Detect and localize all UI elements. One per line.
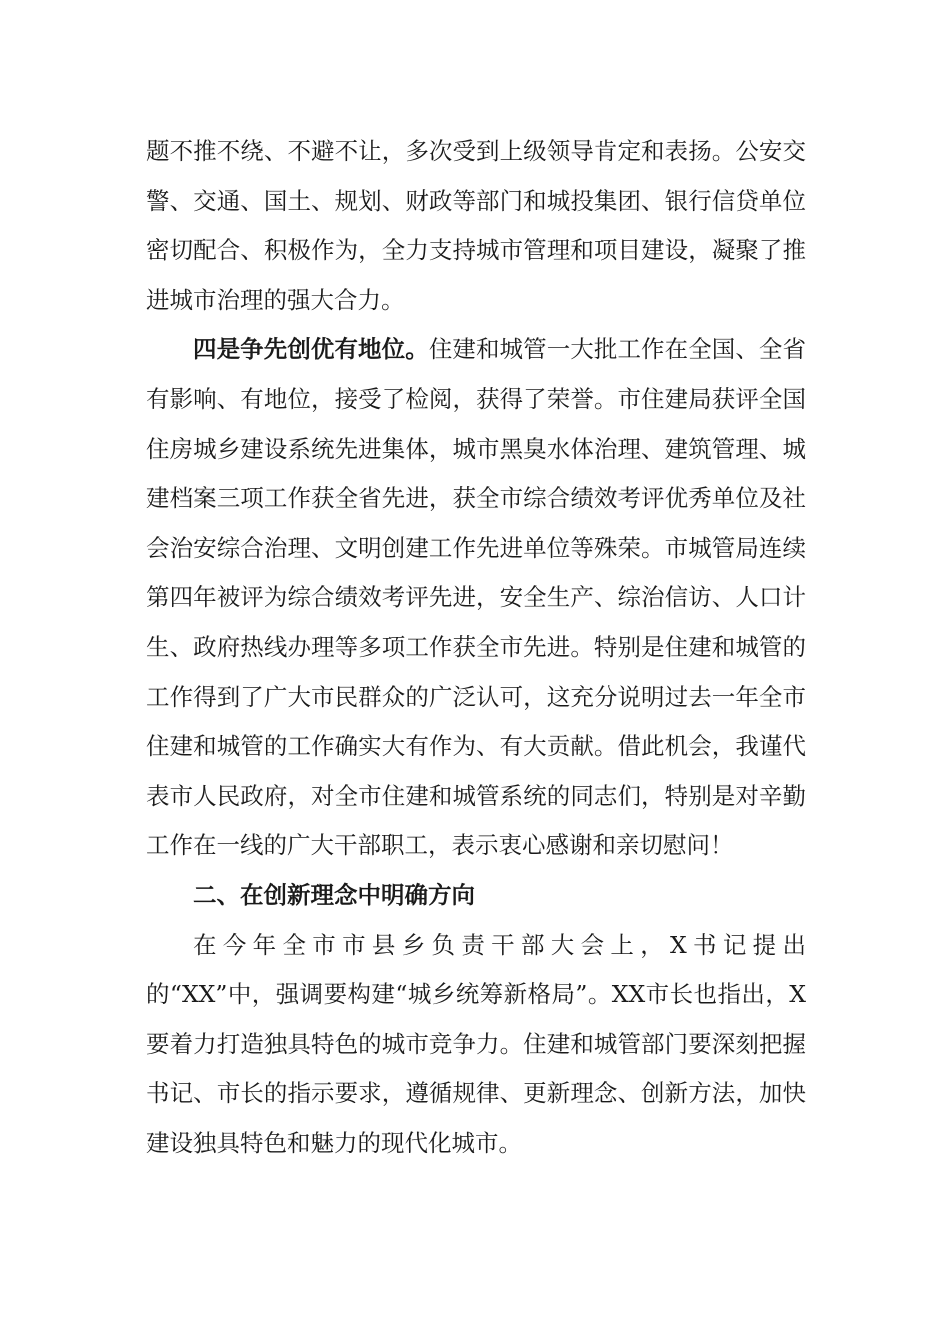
paragraph-section-intro: 在今年全市市县乡负责干部大会上，X书记提出的“XX”中，强调要构建“城乡统筹新格局”。XX市长也指出，X要着力打造独具特色的城市竞争力。住建和城管部门要深刻把握书记、市长的指示要求，遵循规律、更新理念、创新方法，加快建设独具特色和魅力的现代化城市。 — [146, 930, 806, 1157]
document-page — [146, 127, 806, 1168]
paragraph-lead-heading: 四是争先创优有地位。 — [193, 335, 429, 364]
paragraph-continuation: 题不推不绕、不避不让，多次受到上级领导肯定和表扬。公安交警、交通、国土、规划、财政等部门和城投集团、银行信贷单位密切配合、积极作为，全力支持城市管理和项目建设，凝聚了推进城市治理的强大合力。 — [146, 137, 806, 314]
paragraph-body: 住建和城管一大批工作在全国、全省有影响、有地位，接受了检阅，获得了荣誉。市住建局获评全国住房城乡建设系统先进集体，城市黑臭水体治理、建筑管理、城建档案三项工作获全省先进，获全市综合绩效考评优秀单位及社会治安综合治理、文明创建工作先进单位等殊荣。市城管局连续第四年被评为综合绩效考评先进，安全生产、综治信访、人口计生、政府热线办理等多项工作获全市先进。特别是住建和城管的工作得到了广大市民群众的广泛认可，这充分说明过去一年全市住建和城管的工作确实大有作为、有大贡献。借此机会，我谨代表市人民政府，对全市住建和城管系统的同志们，特别是对辛勤工作在一线的广大干部职工，表示衷心感谢和亲切慰问！ — [146, 335, 807, 860]
paragraph-fourth-point — [146, 325, 806, 871]
section-heading: 二、在创新理念中明确方向 — [193, 880, 475, 909]
